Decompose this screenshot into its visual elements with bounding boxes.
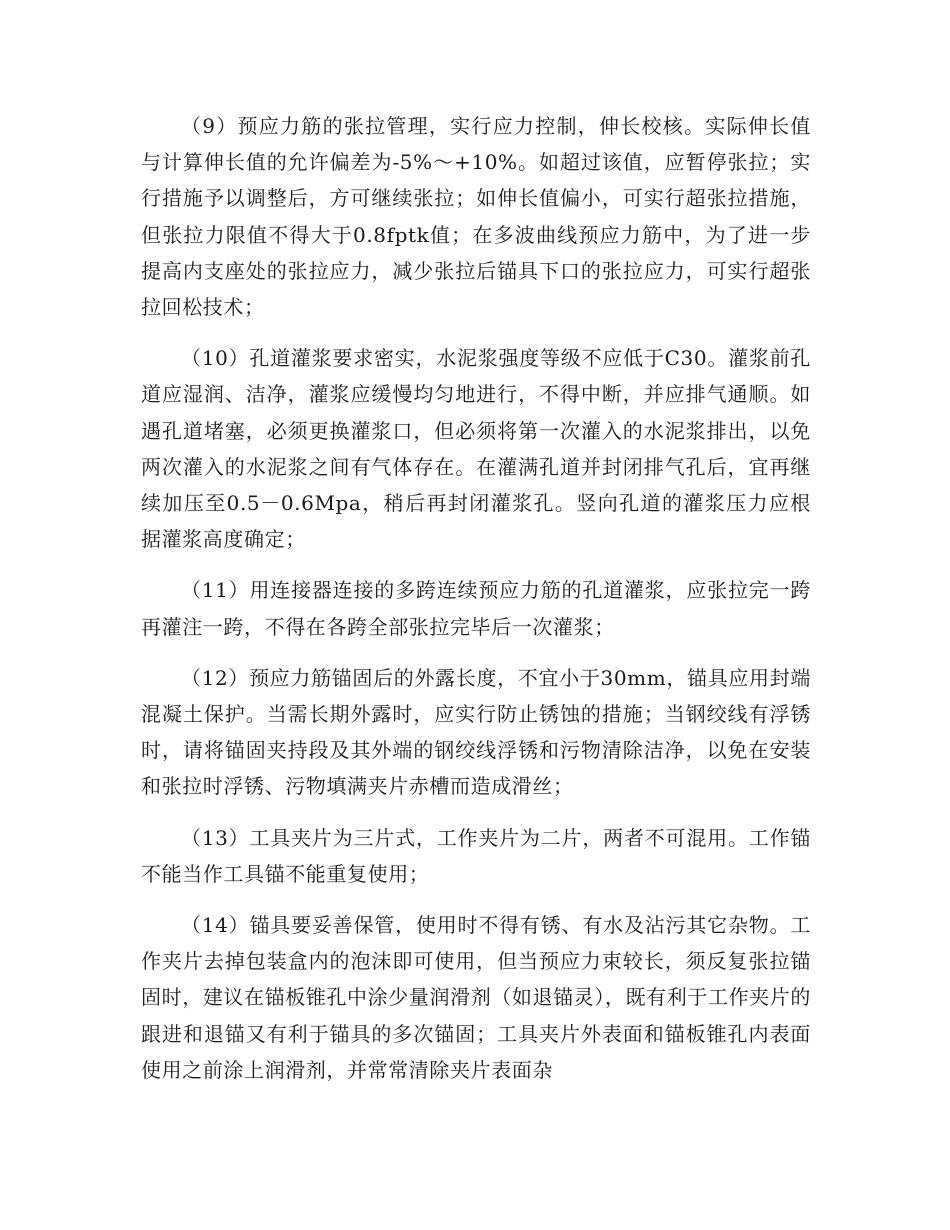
document-body — [141, 108, 811, 1103]
paragraph-10: （10）孔道灌浆要求密实，水泥浆强度等级不应低于C30。灌浆前孔道应湿润、洁净，灌浆应缓慢均匀地进行，不得中断，并应排气通顺。如遇孔道堵塞，必须更换灌浆口，但必须将第一次灌入的水泥浆排出，以免两次灌入的水泥浆之间有气体存在。在灌满孔道并封闭排气孔后，宜再继续加压至0.5－0.6Mpa，稍后再封闭灌浆孔。竖向孔道的灌浆压力应根据灌浆高度确定； — [141, 346, 811, 552]
paragraph-14: （14）锚具要妥善保管，使用时不得有锈、有水及沾污其它杂物。工作夹片去掉包装盒内的泡沫即可使用，但当预应力束较长，须反复张拉锚固时，建议在锚板锥孔中涂少量润滑剂（如退锚灵），既有利于工作夹片的跟进和退锚又有利于锚具的多次锚固；工具夹片外表面和锚板锥孔内表面使用之前涂上润滑剂，并常常清除夹片表面杂 — [141, 913, 811, 1082]
paragraph-13: （13）工具夹片为三片式，工作夹片为二片，两者不可混用。工作锚不能当作工具锚不能重复使用； — [141, 825, 811, 886]
paragraph-12: （12）预应力筋锚固后的外露长度，不宜小于30mm，锚具应用封端混凝土保护。当需长期外露时，应实行防止锈蚀的措施；当钢绞线有浮锈时，请将锚固夹持段及其外端的钢绞线浮锈和污物清除洁净，以免在安装和张拉时浮锈、污物填满夹片赤槽而造成滑丝； — [141, 665, 811, 799]
paragraph-9: （9）预应力筋的张拉管理，实行应力控制，伸长校核。实际伸长值与计算伸长值的允许偏差为-5%～+10%。如超过该值，应暂停张拉；实行措施予以调整后，方可继续张拉；如伸长值偏小，可实行超张拉措施，但张拉力限值不得大于0.8fptk值；在多波曲线预应力筋中，为了进一步提高内支座处的张拉应力，减少张拉后锚具下口的张拉应力，可实行超张拉回松技术； — [141, 114, 811, 320]
paragraph-11: （11）用连接器连接的多跨连续预应力筋的孔道灌浆，应张拉完一跨再灌注一跨，不得在各跨全部张拉完毕后一次灌浆； — [141, 578, 811, 639]
